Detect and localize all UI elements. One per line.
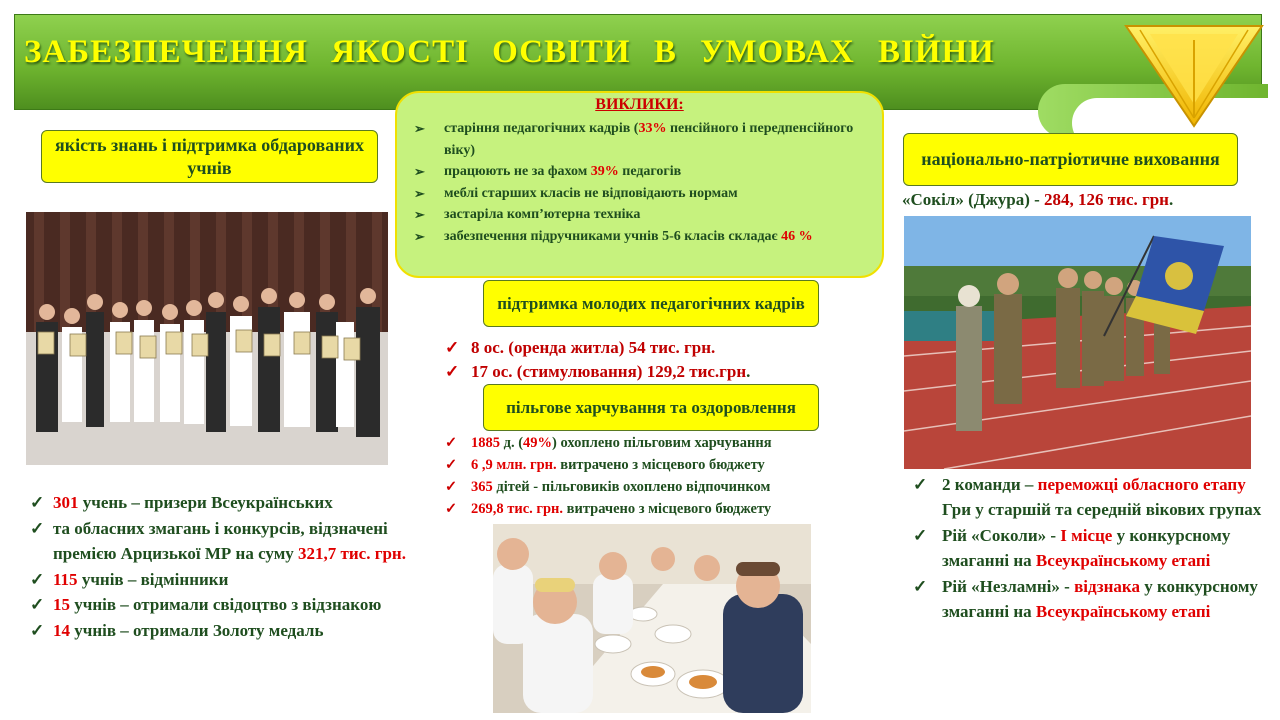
knowledge-quality-heading: якість знань і підтримка обдарованих учнів: [41, 130, 378, 183]
sokil-funding: «Сокіл» (Джура) - 284, 126 тис. грн.: [902, 190, 1174, 209]
arrow-bullet-icon: ➢: [414, 207, 425, 222]
list-item: ➢ забезпечення підручниками учнів 5-6 класів складає 46 %: [414, 226, 874, 248]
list-item: ✓ 301 учень – призери Всеукраїнських: [30, 490, 420, 516]
list-item: ➢ меблі старших класів не відповідають нормам: [414, 183, 874, 205]
arrow-bullet-icon: ➢: [414, 164, 425, 179]
young-teachers-heading: підтримка молодих педагогічних кадрів: [483, 280, 819, 327]
patriotic-results-list: [913, 472, 1275, 624]
list-item: ✓ 2 команди – переможці обласного етапу Гри у старшій та середній вікових групах: [913, 472, 1275, 523]
check-icon: ✓: [445, 338, 460, 357]
check-icon: ✓: [445, 362, 460, 381]
arrow-bullet-icon: ➢: [414, 228, 425, 244]
military-game-photo: [904, 216, 1251, 469]
young-teachers-list: [445, 336, 865, 384]
check-icon: ✓: [445, 457, 458, 473]
triangle-logo-icon: [1120, 20, 1268, 132]
check-icon: ✓: [30, 569, 45, 589]
list-item: ➢ працюють не за фахом 39% педагогів: [414, 161, 874, 183]
patriotic-education-heading: національно-патріотичне виховання: [903, 133, 1238, 186]
list-item: ✓ 8 ос. (оренда житла) 54 тис. грн.: [445, 336, 865, 360]
school-canteen-photo: [493, 524, 811, 713]
list-item: ✓ 6 ,9 млн. грн. витрачено з місцевого бюджету: [445, 454, 875, 476]
arrow-bullet-icon: ➢: [414, 121, 425, 136]
check-icon: ✓: [30, 493, 45, 512]
meals-heading: пільгове харчування та оздоровлення: [483, 384, 819, 431]
list-item: ✓ 15 учнів – отримали свідоцтво з відзнакою: [30, 592, 420, 618]
award-ceremony-photo: [26, 212, 388, 465]
list-item: ✓ та обласних змагань і конкурсів, відзначені премією Арцизької МР на суму 321,7 тис. грн.: [30, 516, 420, 567]
check-icon: ✓: [30, 595, 45, 615]
list-item: ✓ 14 учнів – отримали Золоту медаль: [30, 618, 420, 644]
list-item: ✓ Рій «Соколи» - І місце у конкурсному змаганні на Всеукраїнському етапі: [913, 523, 1275, 574]
check-icon: ✓: [913, 576, 928, 596]
check-icon: ✓: [445, 479, 458, 495]
challenges-list: [414, 118, 874, 247]
check-icon: ✓: [913, 475, 928, 494]
check-icon: ✓: [913, 525, 928, 545]
challenges-title: ВИКЛИКИ:: [595, 96, 684, 113]
student-achievements-list: [30, 490, 420, 644]
check-icon: ✓: [30, 620, 45, 640]
check-icon: ✓: [445, 435, 458, 451]
list-item: ➢ застаріла комп’ютерна техніка: [414, 204, 874, 226]
list-item: ➢ старіння педагогічних кадрів (33% пенсійного і передпенсійного віку): [414, 118, 874, 161]
check-icon: ✓: [30, 518, 45, 538]
list-item: ✓ 269,8 тис. грн. витрачено з місцевого бюджету: [445, 498, 875, 520]
list-item: ✓ 17 ос. (стимулювання) 129,2 тис.грн.: [445, 360, 865, 384]
list-item: ✓ 115 учнів – відмінники: [30, 567, 420, 593]
page-title: ЗАБЕЗПЕЧЕННЯ ЯКОСТІ ОСВІТИ В УМОВАХ ВІЙНИ: [24, 34, 995, 70]
meals-list: [445, 432, 875, 520]
list-item: ✓ 365 дітей - пільговиків охоплено відпочинком: [445, 476, 875, 498]
list-item: ✓ 1885 д. (49%) охоплено пільговим харчування: [445, 432, 875, 454]
check-icon: ✓: [445, 501, 458, 517]
list-item: ✓ Рій «Незламні» - відзнака у конкурсному змаганні на Всеукраїнському етапі: [913, 574, 1275, 625]
arrow-bullet-icon: ➢: [414, 185, 425, 201]
